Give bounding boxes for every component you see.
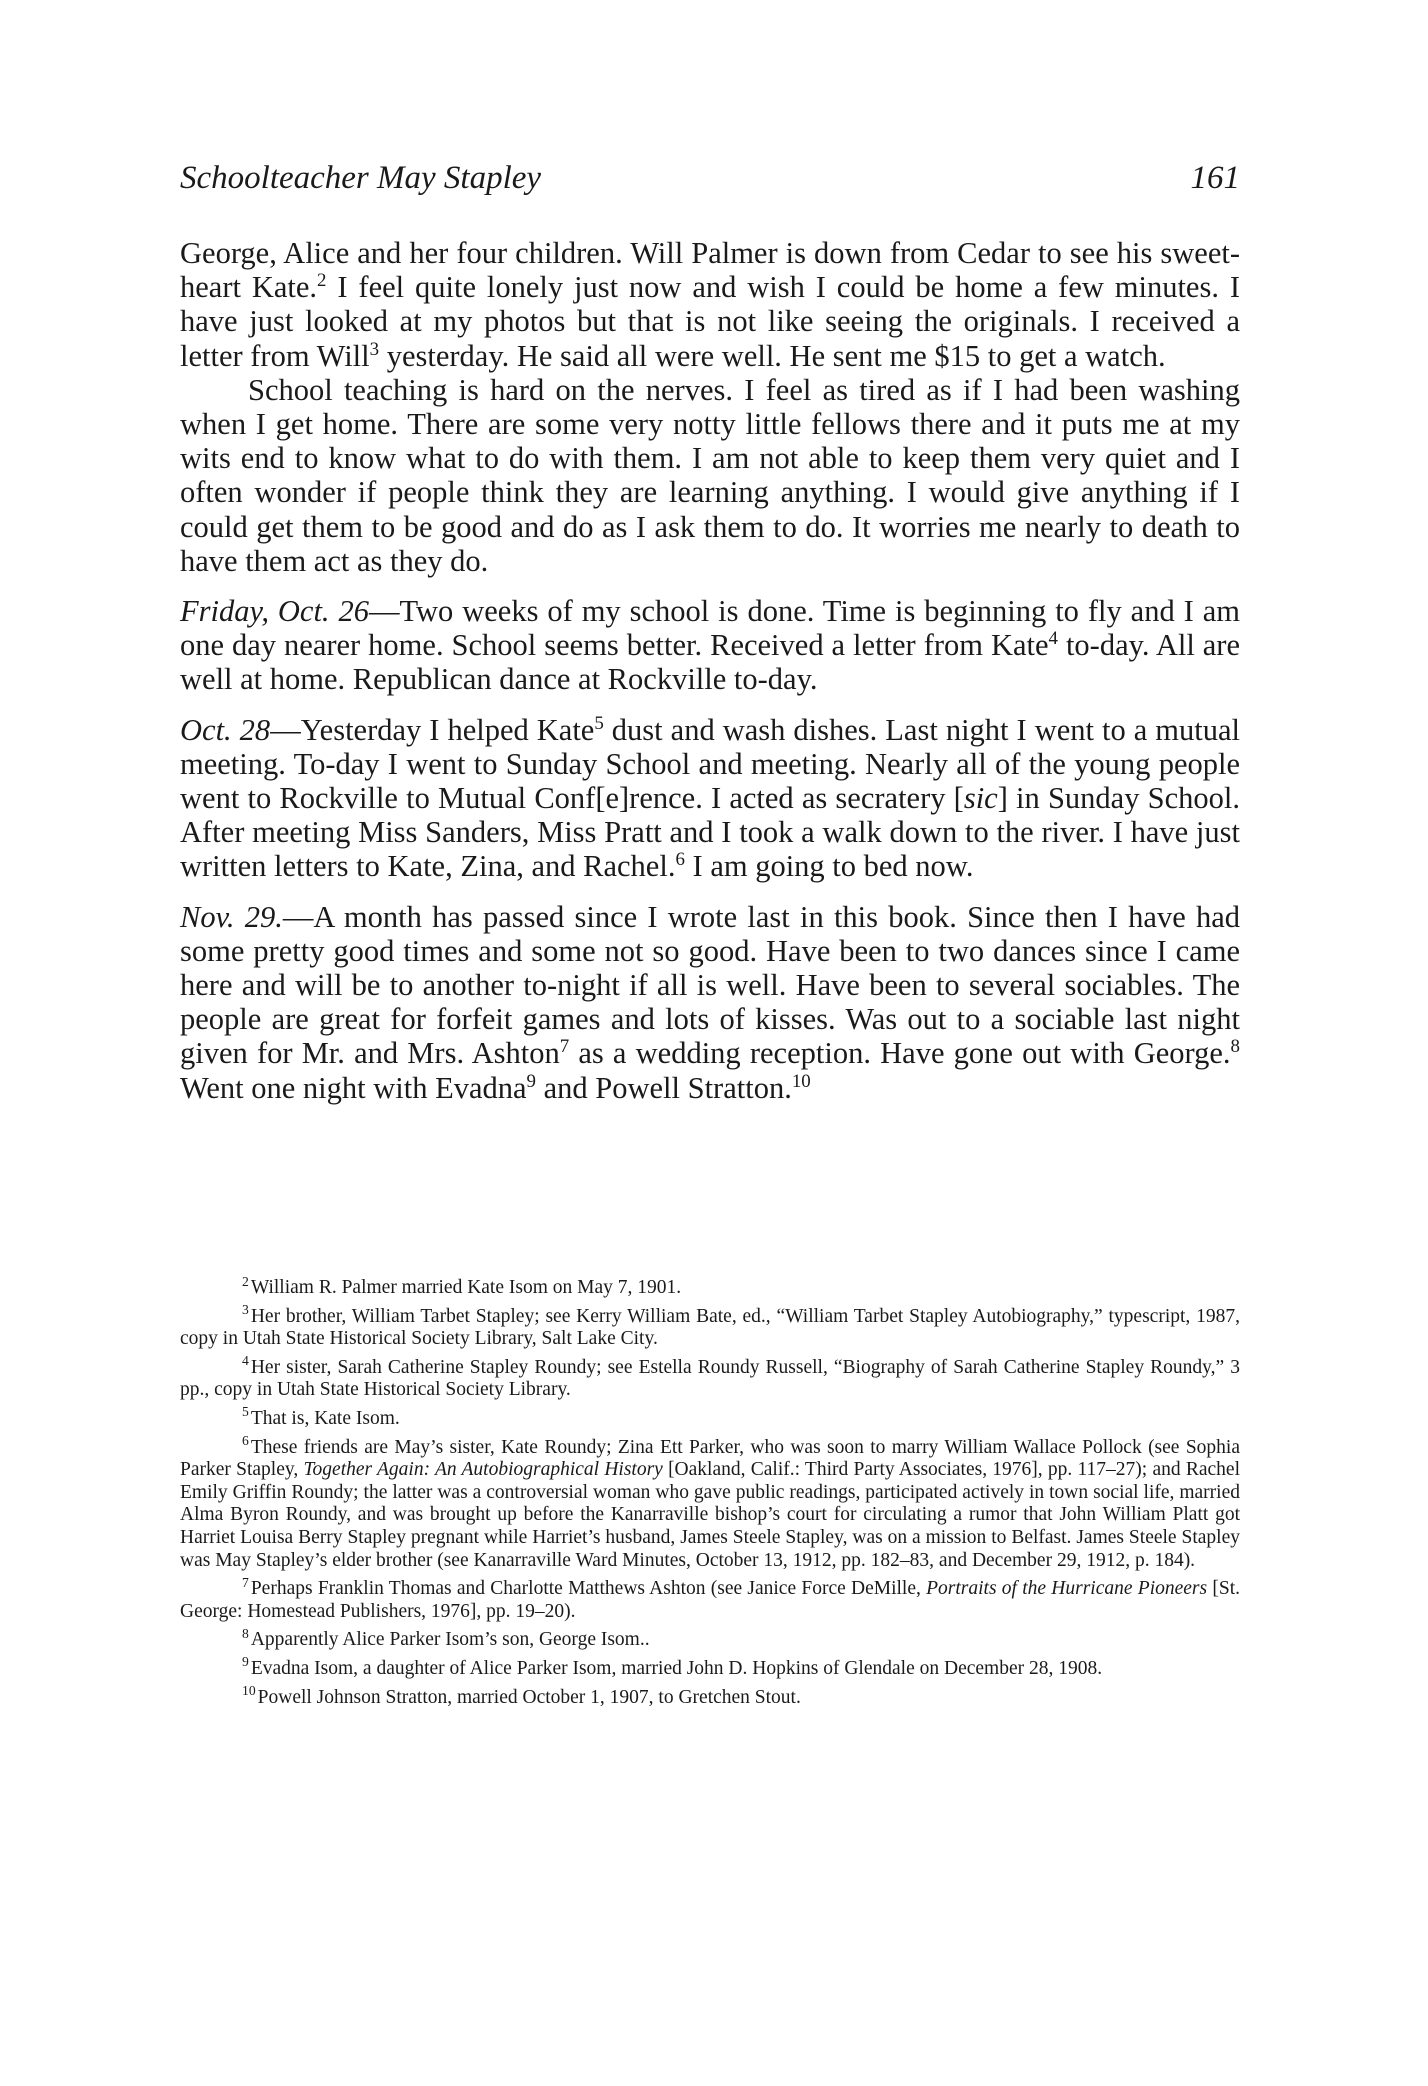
entry-date: Oct. 28 bbox=[180, 712, 271, 747]
footnote-number: 10 bbox=[242, 1683, 256, 1698]
footnote-number: 5 bbox=[242, 1404, 249, 1420]
paragraph: George, Alice and her four children. Will Palmer is down from Cedar to see his sweet-heart Kate.$^2$ I feel quite lonely just now and wish I could be home a few minutes. I have just looked at my photos but that is not like seeing the originals. I received a letter from Will$^3$ yesterday. He said all were well. He sent me $15 to get a watch. bbox=[180, 236, 1241, 373]
entry-date: Nov. 29. bbox=[180, 899, 283, 934]
paragraph: School teaching is hard on the nerves. I feel as tired as if I had been washing when I get home. There are some very notty little fellows there and it puts me at my wits end to know what to do with them. I am not able to keep them very quiet and I often wonder if people think they are learning anything. I would give anything if I could get them to be good and do as I ask them to do. It worries me nearly to death to have them act as they do. bbox=[180, 372, 1240, 578]
footnote-number: 3 bbox=[242, 1302, 249, 1318]
footnote-number: 8 bbox=[242, 1625, 249, 1641]
book-page bbox=[180, 0, 1240, 2086]
footnote: $^7$ Perhaps Franklin Thomas and Charlotte Matthews Ashton (see Janice Force DeMille, Portraits of the Hurricane Pioneers [St. George: Homestead Publishers, 1976], pp. 19–20). bbox=[180, 1574, 1240, 1622]
diary-entry: Friday, Oct. 26—Two weeks of my school is done. Time is beginning to fly and I am one day nearer home. School seems better. Received a letter from Kate$^4$ to-day. All are well at home. Republican dance at Rockville to-day. bbox=[180, 594, 1240, 697]
footnote-ref[interactable]: 3 bbox=[369, 338, 380, 360]
footnote: $^5$ That is, Kate Isom. bbox=[242, 1404, 400, 1429]
footnote-ref[interactable]: 5 bbox=[594, 712, 604, 734]
footnote-ref[interactable]: 2 bbox=[317, 270, 327, 292]
footnote: $^6$ These friends are May’s sister, Kate Roundy; Zina Ett Parker, who was soon to marry William Wallace Pollock (see Sophia Parker Stapley, Together Again: An Autobiographical History [Oakland, Calif.: Third Party Associates, 1976], pp. 117–27); and Rachel Emily Griffin Roundy; the latter was a controversial woman who gave public readings, participated actively in town social life, married Alma Byron Roundy, and was brought up before the Kanarraville bishop’s court for circulating a rumor that John William Platt got Harriet Louisa Berry Stapley pregnant while Harriet’s husband, James Steele Stapley, was on a mission to Belfast. James Steele Stapley was May Stapley’s elder brother (see Kanarraville Ward Minutes, October 13, 1912, pp. 182–83, and December 29, 1912, p. 184). bbox=[180, 1433, 1240, 1571]
running-head-title: Schoolteacher May Stapley bbox=[180, 160, 542, 196]
diary-text bbox=[180, 236, 1240, 1105]
footnote: $^4$ Her sister, Sarah Catherine Stapley Roundy; see Estella Roundy Russell, “Biography of Sarah Catherine Stapley Roundy,” 3 pp., copy in Utah State Historical Society Library. bbox=[180, 1353, 1240, 1401]
footnote-ref[interactable]: 10 bbox=[791, 1070, 811, 1092]
footnote: $^8$ Apparently Alice Parker Isom’s son, George Isom.. bbox=[242, 1625, 650, 1651]
entry-date: Friday, Oct. 26 bbox=[180, 594, 369, 629]
footnote-number: 6 bbox=[242, 1433, 249, 1449]
footnote-ref[interactable]: 6 bbox=[675, 849, 685, 871]
footnotes bbox=[180, 1273, 1240, 1715]
footnote: $^9$ Evadna Isom, a daughter of Alice Parker Isom, married John D. Hopkins of Glendale on December 28, 1908. bbox=[242, 1654, 1103, 1679]
footnote-number: 2 bbox=[242, 1273, 249, 1289]
footnote-ref[interactable]: 8 bbox=[1230, 1036, 1240, 1058]
footnote-ref[interactable]: 9 bbox=[526, 1070, 536, 1092]
footnote-ref[interactable]: 4 bbox=[1048, 628, 1058, 650]
running-head bbox=[180, 160, 1240, 204]
footnote: $^2$ William R. Palmer married Kate Isom on May 7, 1901. bbox=[242, 1273, 682, 1298]
page-number: 161 bbox=[1190, 160, 1240, 196]
footnote: $^3$ Her brother, William Tarbet Stapley; see Kerry William Bate, ed., “William Tarbet Stapley Autobiography,” typescript, 1987, copy in Utah State Historical Society Library, Salt Lake City. bbox=[180, 1302, 1240, 1350]
footnote-number: 7 bbox=[242, 1574, 249, 1590]
diary-entry: Oct. 28—Yesterday I helped Kate$^5$ dust and wash dishes. Last night I went to a mutual meeting. To-day I went to Sunday School and meeting. Nearly all of the young people went to Rockville to Mutual Conf[e]rence. I acted as secratery [sic] in Sunday School. After meeting Miss Sanders, Miss Pratt and I took a walk down to the river. I have just written letters to Kate, Zina, and Rachel.$^6$ I am going to bed now. bbox=[180, 712, 1240, 884]
footnote-number: 4 bbox=[242, 1353, 249, 1369]
diary-entry: Nov. 29.—A month has passed since I wrote last in this book. Since then I have had some pretty good times and some not so good. Have been to two dances since I came here and will be to another to-night if all is well. Have been to several sociables. The people are great for forfeit games and lots of kisses. Was out to a sociable last night given for Mr. and Mrs. Ashton$^7$ as a wedding reception. Have gone out with George.$^8$ Went one night with Evadna$^9$ and Powell Stratton.$^{10}$ bbox=[180, 899, 1240, 1105]
footnote: $^{10}$ Powell Johnson Stratton, married October 1, 1907, to Gretchen Stout. bbox=[242, 1683, 801, 1708]
footnote-number: 9 bbox=[242, 1654, 249, 1670]
footnote-ref[interactable]: 7 bbox=[559, 1036, 570, 1058]
